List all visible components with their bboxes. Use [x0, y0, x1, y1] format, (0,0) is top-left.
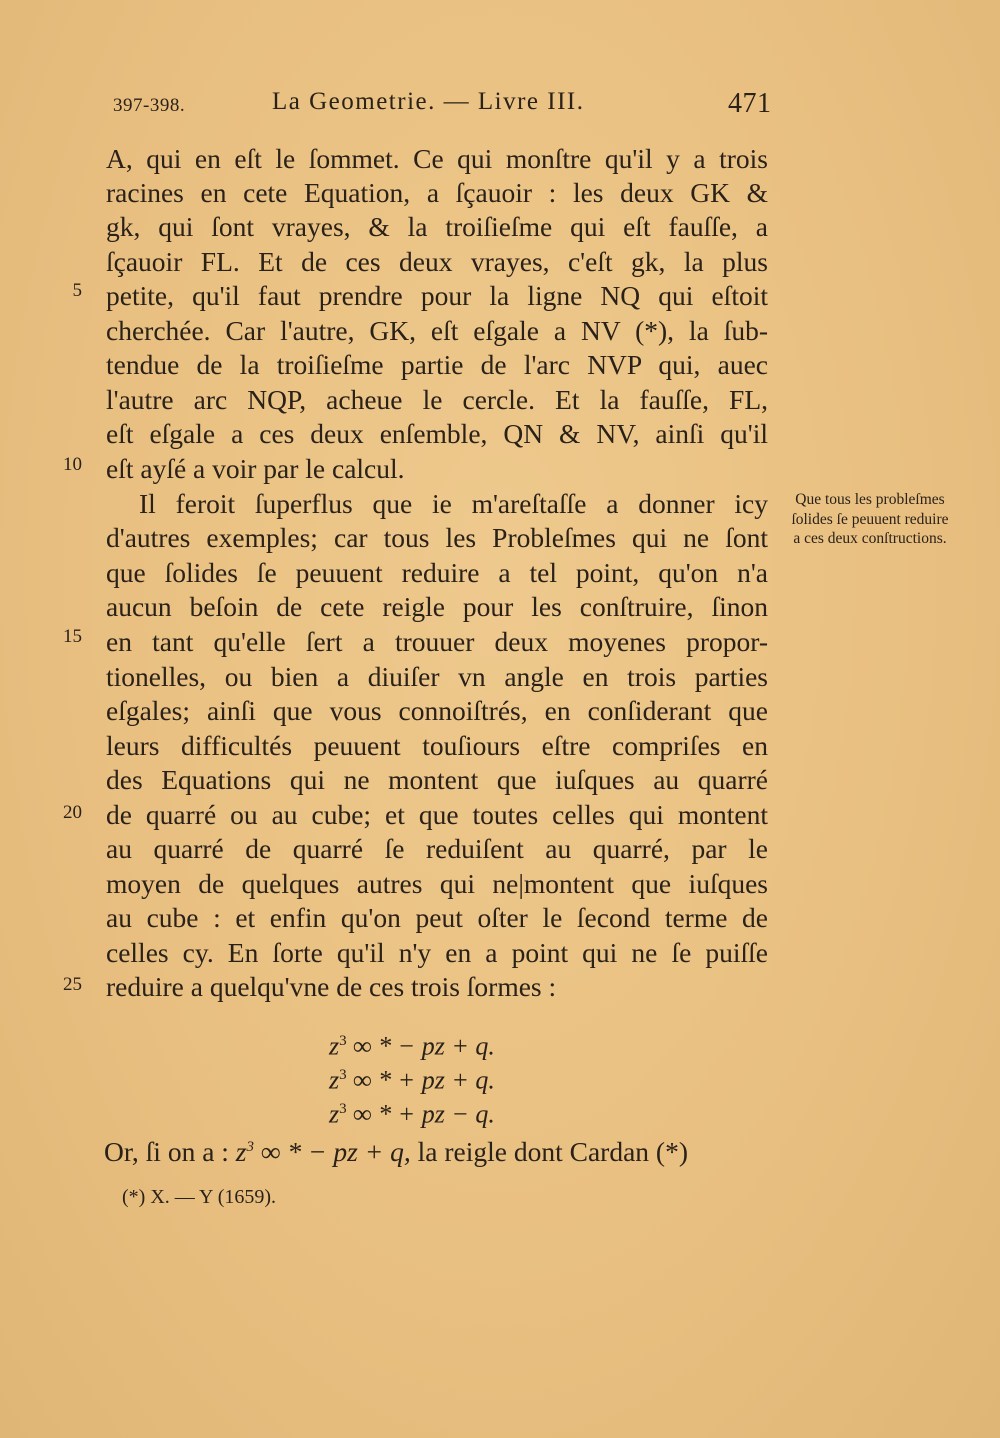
header-title: La Geometrie. — Livre III. — [272, 88, 585, 115]
text-line: que ſolides ſe peuuent reduire a tel point, qu'on n'a — [106, 557, 768, 588]
margin-note: Que tous les probleſmes ſolides ſe peuuent reduire a ces deux conſtructions. — [791, 491, 949, 547]
text-line: A, qui en eſt le ſommet. Ce qui monſtre qu'il y a trois — [106, 143, 768, 174]
text-line: tionelles, ou bien a diuiſer vn angle en trois parties — [106, 661, 768, 692]
text-line: ſçauoir FL. Et de ces deux vrayes, c'eſt gk, la plus — [106, 246, 768, 277]
text-line: au cube : et enfin qu'on peut oſter le ſecond terme de — [106, 902, 768, 933]
text-line: racines en cete Equation, a ſçauoir : les deux GK & — [106, 177, 768, 208]
text-line: eſt eſgale a ces deux enſemble, QN & NV, ainſi qu'il — [106, 418, 768, 449]
text-line: des Equations qui ne montent que iuſques au quarré — [106, 764, 768, 795]
text-line: tendue de la troiſieſme partie de l'arc NVP qui, auec — [106, 349, 768, 380]
text-line: petite, qu'il faut prendre pour la ligne NQ qui eſtoit — [106, 280, 768, 311]
line-number-15: 15 — [63, 626, 82, 647]
line-number-10: 10 — [63, 454, 82, 475]
header-page-range: 397-398. — [113, 95, 186, 116]
text-line: l'autre arc NQP, acheue le cercle. Et la fauſſe, FL, — [106, 384, 768, 415]
text-line: moyen de quelques autres qui ne|montent que iuſques — [106, 868, 768, 899]
text-line: eſt ayſé a voir par le calcul. — [106, 453, 405, 484]
footnote: (*) X. — Y (1659). — [122, 1186, 277, 1208]
equation-3: $z^3$ ∞ * + pz − q. — [329, 1099, 495, 1129]
final-line: Or, ſi on a : $z^3$ ∞ * − pz + q, la reigle dont Cardan (*) — [104, 1136, 688, 1167]
text-line: de quarré ou au cube; et que toutes celles qui montent — [106, 799, 768, 830]
text-line: eſgales; ainſi que vous connoiſtrés, en conſiderant que — [106, 695, 768, 726]
text-line: en tant qu'elle ſert a trouuer deux moyenes propor- — [106, 626, 768, 657]
text-line: celles cy. En ſorte qu'il n'y en a point qui ne ſe puiſſe — [106, 937, 768, 968]
text-line: gk, qui ſont vrayes, & la troiſieſme qui eſt fauſſe, a — [106, 211, 768, 242]
equation-2: $z^3$ ∞ * + pz + q. — [329, 1065, 495, 1095]
text-line: aucun beſoin de cete reigle pour les conſtruire, ſinon — [106, 591, 768, 622]
line-number-25: 25 — [63, 974, 82, 995]
line-number-5: 5 — [72, 280, 82, 301]
text-line: d'autres exemples; car tous les Probleſmes qui ne ſont — [106, 522, 768, 553]
equation-1: $z^3$ ∞ * − pz + q. — [329, 1031, 495, 1061]
page-number: 471 — [728, 88, 772, 119]
line-number-20: 20 — [63, 802, 82, 823]
text-line: Il feroit ſuperflus que ie m'areſtaſſe a donner icy — [139, 488, 768, 519]
text-line: au quarré de quarré ſe reduiſent au quarré, par le — [106, 833, 768, 864]
text-line: reduire a quelqu'vne de ces trois ſormes : — [106, 971, 557, 1002]
text-line: cherchée. Car l'autre, GK, eſt eſgale a NV (*), la ſub- — [106, 315, 768, 346]
text-line: leurs difficultés peuuent touſiours eſtre compriſes en — [106, 730, 768, 761]
